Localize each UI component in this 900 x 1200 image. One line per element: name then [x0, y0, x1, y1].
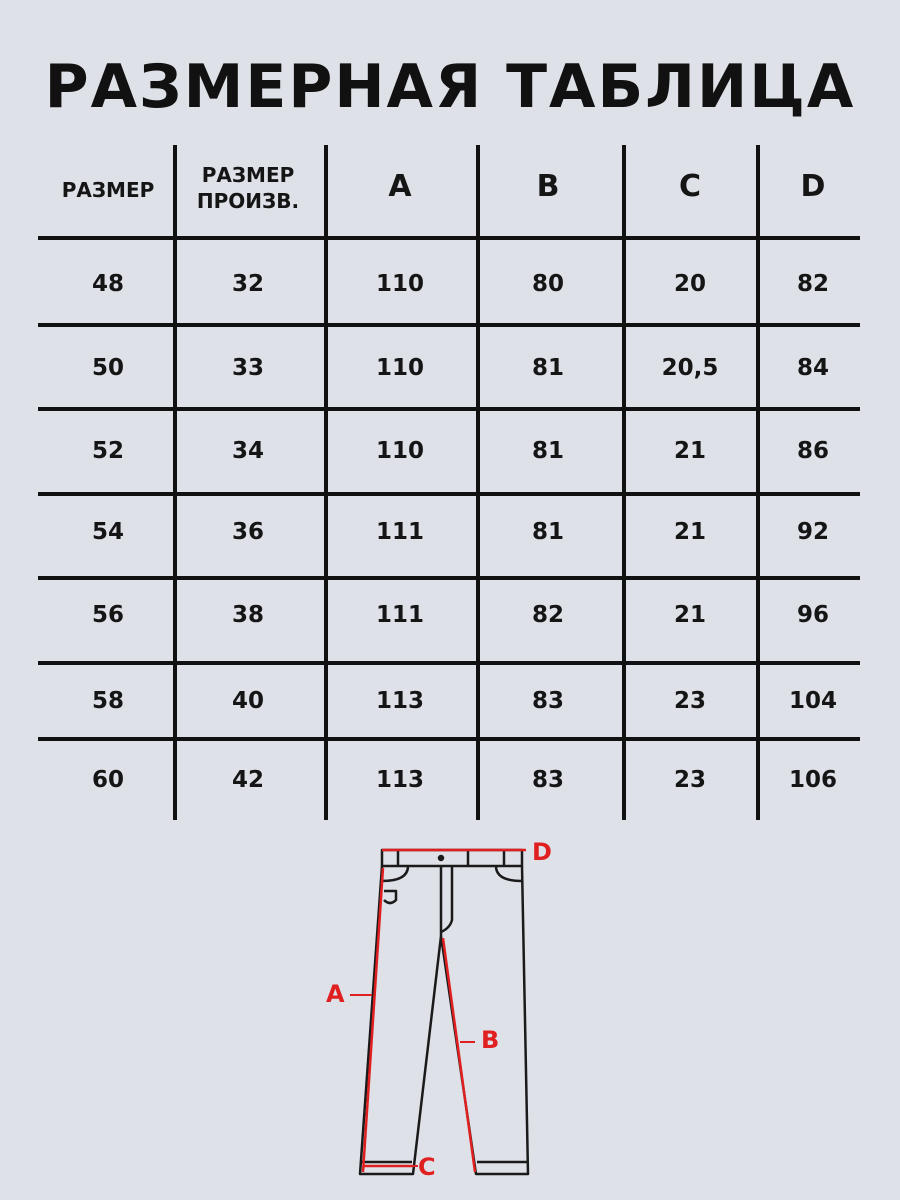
- table-cell-size: 60: [91, 767, 124, 793]
- table-cell-size: 56: [91, 602, 124, 628]
- table-cell-b: 81: [531, 519, 564, 545]
- table-cell-a: 110: [375, 271, 424, 297]
- table-cell-size: 50: [91, 355, 124, 381]
- table-row-divider: [38, 236, 860, 240]
- table-row-divider: [38, 576, 860, 580]
- table-row-divider: [38, 661, 860, 665]
- table-cell-manufacturer-size: 40: [231, 688, 264, 714]
- table-cell-size: 54: [91, 519, 124, 545]
- table-cell-manufacturer-size: 38: [231, 602, 264, 628]
- table-cell-c: 23: [673, 688, 706, 714]
- table-row-divider: [38, 323, 860, 327]
- table-cell-c: 20,5: [661, 355, 719, 381]
- table-cell-size: 48: [91, 271, 124, 297]
- label-c: C: [418, 1153, 436, 1181]
- table-cell-a: 110: [375, 438, 424, 464]
- label-a: A: [326, 980, 345, 1008]
- table-cell-c: 23: [673, 767, 706, 793]
- table-column-divider: [324, 145, 328, 820]
- label-d: D: [532, 838, 552, 866]
- table-header-manufacturer-size: РАЗМЕР ПРОИЗВ.: [196, 163, 300, 213]
- table-cell-b: 80: [531, 271, 564, 297]
- table-cell-b: 81: [531, 438, 564, 464]
- table-header-b: B: [536, 169, 560, 204]
- table-cell-c: 21: [673, 602, 706, 628]
- table-cell-c: 20: [673, 271, 706, 297]
- table-cell-size: 52: [91, 438, 124, 464]
- table-column-divider: [476, 145, 480, 820]
- table-cell-a: 111: [375, 602, 424, 628]
- table-cell-b: 82: [531, 602, 564, 628]
- measurement-lines: [363, 850, 526, 1172]
- table-cell-size: 58: [91, 688, 124, 714]
- table-row-divider: [38, 492, 860, 496]
- table-header-d: D: [800, 169, 826, 204]
- table-cell-d: 82: [796, 271, 829, 297]
- table-cell-manufacturer-size: 34: [231, 438, 264, 464]
- table-column-divider: [756, 145, 760, 820]
- table-cell-a: 113: [375, 767, 424, 793]
- table-row-divider: [38, 737, 860, 741]
- table-cell-b: 83: [531, 688, 564, 714]
- trousers-diagram-svg: [300, 836, 620, 1186]
- table-cell-a: 110: [375, 355, 424, 381]
- label-b: B: [481, 1026, 500, 1054]
- table-column-divider: [622, 145, 626, 820]
- table-cell-c: 21: [673, 519, 706, 545]
- table-cell-d: 84: [796, 355, 829, 381]
- table-cell-d: 86: [796, 438, 829, 464]
- table-cell-a: 113: [375, 688, 424, 714]
- table-cell-manufacturer-size: 36: [231, 519, 264, 545]
- table-cell-d: 96: [796, 602, 829, 628]
- table-header-a: A: [388, 169, 412, 204]
- table-cell-d: 106: [788, 767, 837, 793]
- table-cell-manufacturer-size: 42: [231, 767, 264, 793]
- table-cell-c: 21: [673, 438, 706, 464]
- table-cell-b: 81: [531, 355, 564, 381]
- trousers-measurement-diagram: [300, 836, 620, 1186]
- table-cell-manufacturer-size: 32: [231, 271, 264, 297]
- table-cell-d: 104: [788, 688, 837, 714]
- table-cell-b: 83: [531, 767, 564, 793]
- table-header-c: C: [678, 169, 702, 204]
- table-cell-manufacturer-size: 33: [231, 355, 264, 381]
- table-header-size: РАЗМЕР: [61, 178, 155, 202]
- table-row-divider: [38, 407, 860, 411]
- page-title: РАЗМЕРНАЯ ТАБЛИЦА: [44, 52, 856, 122]
- trousers-outline: [360, 850, 528, 1174]
- table-cell-a: 111: [375, 519, 424, 545]
- table-column-divider: [173, 145, 177, 820]
- table-cell-d: 92: [796, 519, 829, 545]
